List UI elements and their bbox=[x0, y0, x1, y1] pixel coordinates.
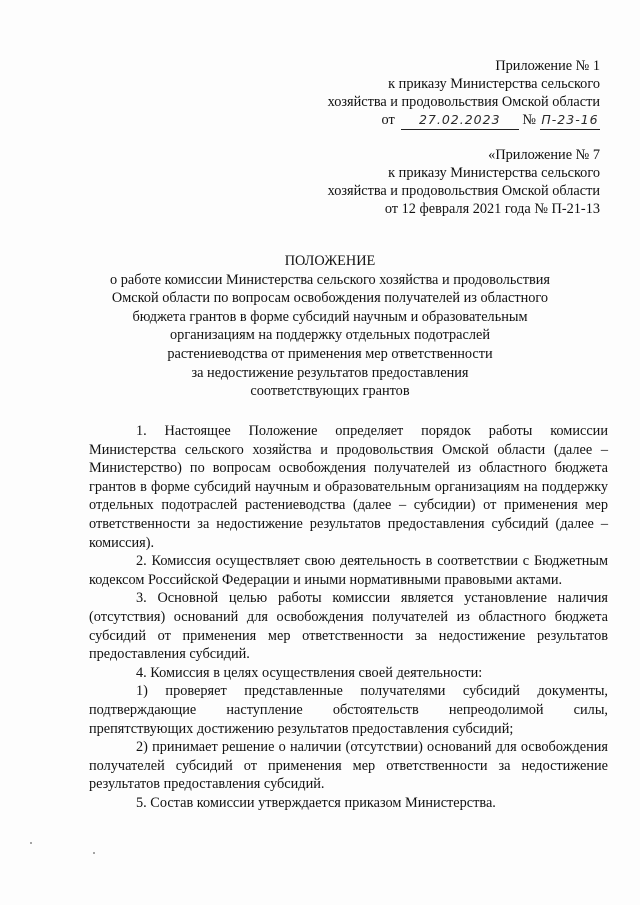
scan-speck bbox=[30, 842, 32, 844]
document-body bbox=[89, 422, 608, 812]
paragraph-4-item-2: 2) принимает решение о наличии (отсутствии) оснований для освобождения получателей субсидий от применения мер ответственности за недостижение результатов предоставления субсидий. bbox=[89, 739, 608, 793]
paragraph-4-item-1: 1) проверяет представленные получателями субсидий документы, подтверждающие наступление обстоятельств непреодолимой силы, препятствующих достижению результатов предоставления субсидий; bbox=[89, 683, 608, 737]
appendix-7-date-line: от 12 февраля 2021 года № П-21-13 bbox=[384, 201, 600, 217]
appendix-1-header bbox=[328, 57, 600, 130]
paragraph-3: 3. Основной целью работы комиссии является установление наличия (отсутствия) оснований для освобождения получателей из областного бюджета субсидий от применения мер ответственности за недостижение результатов предоставления субсидий. bbox=[89, 590, 608, 663]
appendix-1-ministry-line: хозяйства и продовольствия Омской области bbox=[327, 94, 600, 110]
handwritten-number: П-23-16 bbox=[540, 111, 600, 130]
appendix-1-title: Приложение № 1 bbox=[495, 58, 600, 74]
title-heading: ПОЛОЖЕНИЕ bbox=[284, 253, 376, 269]
title-line: о работе комиссии Министерства сельского хозяйства и продовольствия bbox=[110, 271, 550, 288]
handwritten-date: 27.02.2023 bbox=[401, 111, 519, 130]
appendix-7-title: «Приложение № 7 bbox=[488, 147, 600, 163]
title-line: растениеводства от применения мер ответственности bbox=[167, 345, 493, 362]
title-line: за недостижение результатов предоставления bbox=[191, 364, 469, 381]
number-label: № bbox=[522, 112, 536, 128]
paragraph-2: 2. Комиссия осуществляет свою деятельность в соответствии с Бюджетным кодексом Российской Федерации и иными нормативными правовыми актами. bbox=[89, 553, 608, 588]
appendix-1-date-number-line bbox=[328, 111, 600, 130]
appendix-7-ministry-line: хозяйства и продовольствия Омской области bbox=[327, 183, 600, 199]
appendix-1-order-line: к приказу Министерства сельского bbox=[388, 76, 600, 92]
title-line: бюджета грантов в форме субсидий научным и образовательным bbox=[132, 308, 528, 325]
appendix-7-header bbox=[328, 146, 600, 218]
document-title bbox=[60, 252, 600, 401]
title-line: Омской области по вопросам освобождения получателей из областного bbox=[111, 290, 549, 307]
title-line: организациям на поддержку отдельных подотраслей bbox=[170, 327, 490, 344]
from-label: от bbox=[381, 112, 395, 128]
scan-speck bbox=[93, 852, 95, 854]
paragraph-1: 1. Настоящее Положение определяет порядок работы комиссии Министерства сельского хозяйства и продовольствия Омской области (далее – Министерство) по вопросам освобождения получателей из областного бюджета грантов в форме субсидий научным и образовательным организациям на поддержку отдельных подотраслей растениеводства (далее – субсидии) от применения мер ответственности за недостижение результатов предоставления субсидий (далее – комиссия). bbox=[89, 423, 608, 551]
paragraph-4: 4. Комиссия в целях осуществления своей деятельности: bbox=[136, 664, 483, 681]
title-line: соответствующих грантов bbox=[250, 383, 410, 400]
paragraph-5: 5. Состав комиссии утверждается приказом Министерства. bbox=[136, 794, 496, 811]
appendix-7-order-line: к приказу Министерства сельского bbox=[388, 165, 600, 181]
